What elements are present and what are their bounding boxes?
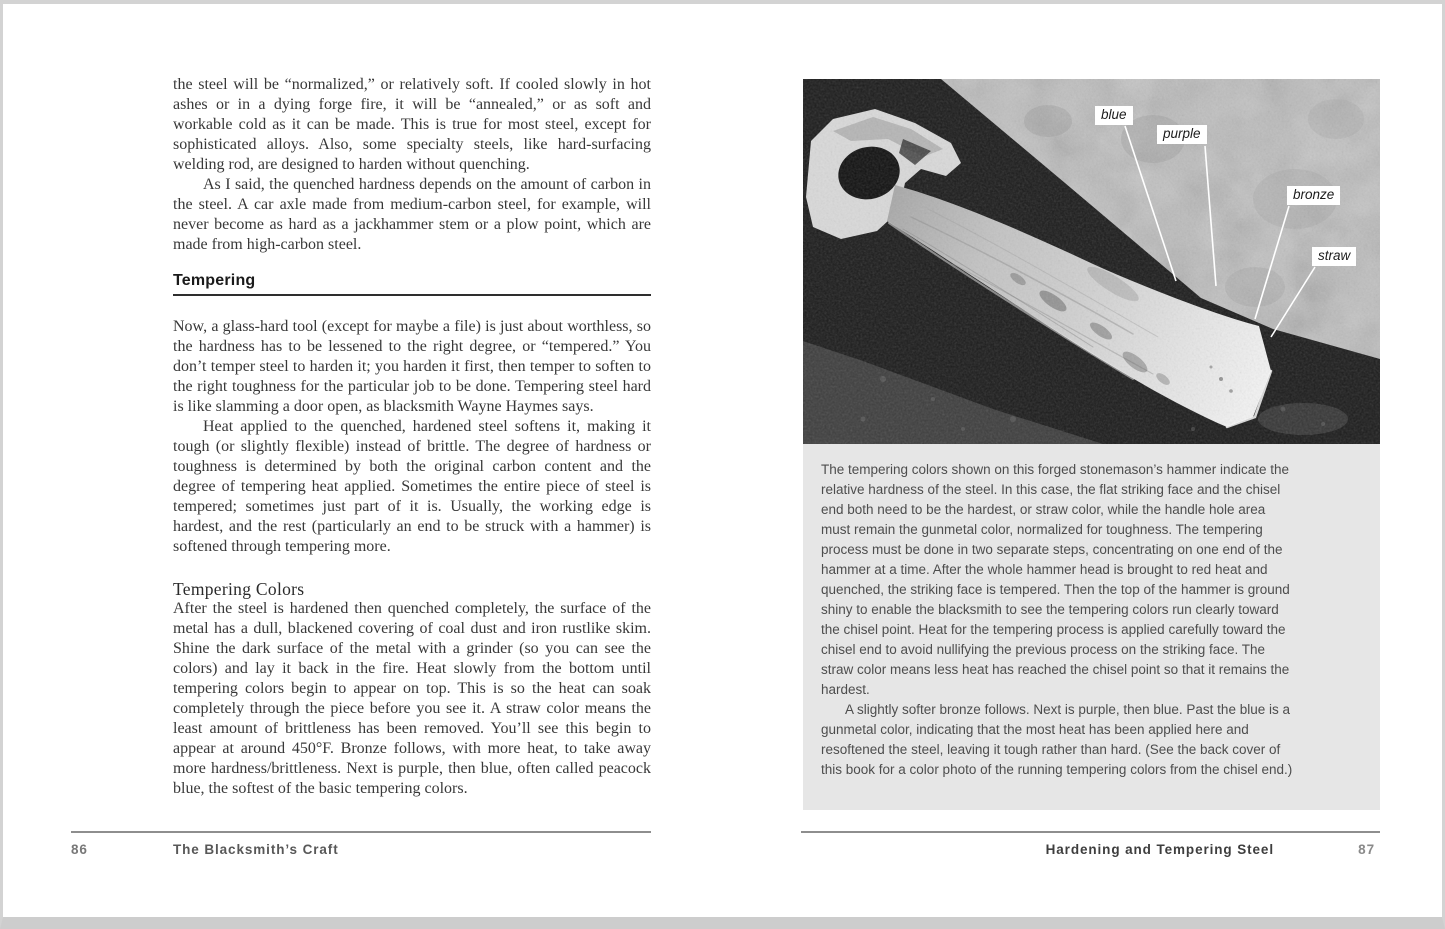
- figure-label-straw: straw: [1312, 247, 1356, 266]
- right-page-number: 87: [1358, 842, 1375, 857]
- section-heading-tempering: Tempering: [173, 271, 651, 296]
- body-paragraph: Now, a glass-hard tool (except for maybe a file) is just about worthless, so the hardness has to be lessened to the right degree, or “tempered.” You don’t temper steel to harden it; you harden it first, then temper to soften to the right toughness for the particular job to be done. Tempering steel hard is like slamming a door open, as blacksmith Wayne Haymes says.: [173, 318, 651, 415]
- left-page-body: [173, 75, 651, 799]
- subsection-heading-tempering-colors: Tempering Colors: [173, 579, 305, 599]
- figure-caption-box: [803, 444, 1380, 810]
- right-running-title: Hardening and Tempering Steel: [1045, 842, 1274, 857]
- body-paragraph: As I said, the quenched hardness depends on the amount of carbon in the steel. A car axle made from medium-carbon steel, for example, will never become as hard as a jackhammer stem or a plow point, which are made from high-carbon steel.: [173, 176, 651, 253]
- left-running-title: The Blacksmith’s Craft: [173, 842, 339, 857]
- figure-label-blue: blue: [1095, 106, 1133, 125]
- left-page-number: 86: [71, 842, 88, 857]
- hammer-photo: [803, 79, 1380, 444]
- body-paragraph: the steel will be “normalized,” or relatively soft. If cooled slowly in hot ashes or in a dying forge fire, it will be “annealed,” or as soft and workable cold as it can be made. This is true for most steel, except for sophisticated alloys. Also, some specialty steels, like hard-surfacing welding rod, are designed to harden without quenching.: [173, 76, 651, 173]
- body-paragraph: After the steel is hardened then quenched completely, the surface of the metal has a dull, blackened covering of coal dust and iron rustlike skim. Shine the dark surface of the metal with a grinder (so you can see the colors) and lay it back in the fire. Heat slowly from the bottom until tempering colors begin to appear on top. This is so the heat can soak completely through the piece before you see it. A straw color means the least amount of brittleness has been removed. You’ll see this begin to appear at around 450°F. Bronze follows, with more heat, to take away more hardness/brittleness. Next is purple, then blue, often called peacock blue, the softest of the basic tempering colors.: [173, 600, 651, 797]
- caption-paragraph: The tempering colors shown on this forged stonemason’s hammer indicate the relative hardness of the steel. In this case, the flat striking face and the chisel end both need to be the hardest, or straw color, while the handle hole area must remain the gunmetal color, normalized for toughness. The tempering process must be done in two separate steps, concentrating on one end of the hammer at a time. After the whole hammer head is brought to red heat and quenched, the striking face is tempered. Then the top of the hammer is ground shiny to enable the blacksmith to see the tempering colors run clearly toward the chisel point. Heat for the tempering process is applied carefully toward the chisel end to avoid nullifying the previous process on the striking face. The straw color means less heat has reached the chisel point so that it remains the hardest.: [821, 462, 1290, 697]
- figure-label-bronze: bronze: [1287, 186, 1340, 205]
- figure-label-purple: purple: [1157, 125, 1207, 144]
- caption-paragraph: A slightly softer bronze follows. Next is purple, then blue. Past the blue is a gunmetal color, indicating that the most heat has been applied here and resoftened the steel, leaving it tough rather than hard. (See the back cover of this book for a color photo of the running tempering colors from the chisel end.): [821, 702, 1293, 777]
- body-paragraph: Heat applied to the quenched, hardened steel softens it, making it tough (or slightly flexible) instead of brittle. The degree of hardness or toughness is determined by both the original carbon content and the degree of tempering heat applied. Sometimes the entire piece of steel is tempered; sometimes just part of it is. Usually, the working edge is hardest, and the rest (particularly an end to be struck with a hammer) is softened through tempering more.: [173, 418, 651, 555]
- left-footer-rule: [71, 831, 651, 833]
- right-footer-rule: [801, 831, 1380, 833]
- hammer-photo-figure: [803, 79, 1380, 444]
